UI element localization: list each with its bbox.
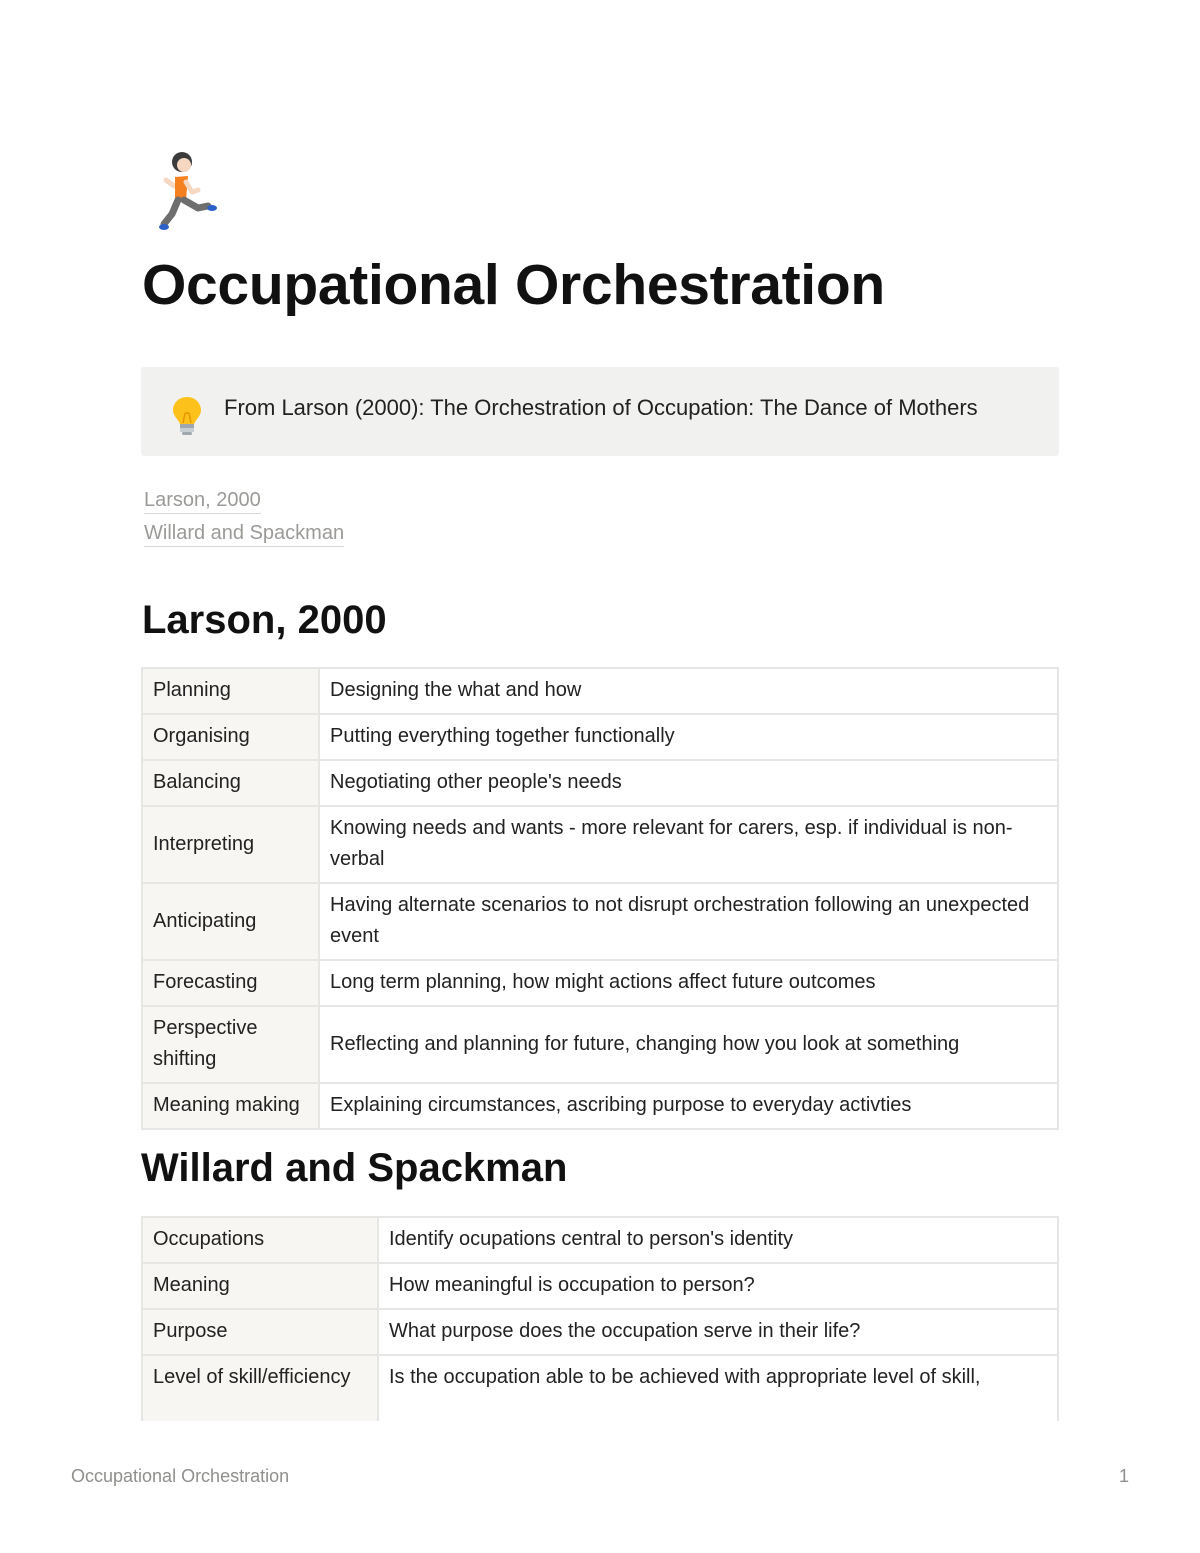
table-row — [142, 714, 1058, 760]
table-key-cell: Meaning — [142, 1263, 378, 1309]
table-value-cell: Reflecting and planning for future, changing how you look at something — [319, 1006, 1058, 1083]
callout-text: From Larson (2000): The Orchestration of Occupation: The Dance of Mothers — [224, 395, 978, 420]
table-row — [142, 1355, 1058, 1421]
table-key-cell: Forecasting — [142, 960, 319, 1006]
section-heading-willard: Willard and Spackman — [141, 1146, 568, 1190]
table-key-cell: Level of skill/efficiency — [142, 1355, 378, 1421]
table-value-cell: Long term planning, how might actions affect future outcomes — [319, 960, 1058, 1006]
table-row — [142, 1217, 1058, 1263]
table-row — [142, 806, 1058, 883]
table-row — [142, 668, 1058, 714]
table-row — [142, 1263, 1058, 1309]
table-row — [142, 760, 1058, 806]
table-value-cell: Negotiating other people's needs — [319, 760, 1058, 806]
table-key-cell: Anticipating — [142, 883, 319, 960]
running-person-icon — [158, 150, 222, 234]
lightbulb-icon — [171, 395, 203, 442]
table-row — [142, 1309, 1058, 1355]
table-key-cell: Organising — [142, 714, 319, 760]
page-number: 1 — [1119, 1466, 1130, 1486]
table-key-cell: Purpose — [142, 1309, 378, 1355]
toc-link-willard[interactable]: Willard and Spackman — [144, 521, 344, 547]
table-key-cell: Balancing — [142, 760, 319, 806]
table-value-cell: Putting everything together functionally — [319, 714, 1058, 760]
callout — [141, 367, 1059, 456]
table-of-contents — [144, 488, 344, 554]
larson-table — [141, 667, 1059, 1130]
table-key-cell: Occupations — [142, 1217, 378, 1263]
table-key-cell: Planning — [142, 668, 319, 714]
table-value-cell: Knowing needs and wants - more relevant for carers, esp. if individual is non-verbal — [319, 806, 1058, 883]
toc-link-larson[interactable]: Larson, 2000 — [144, 488, 261, 514]
table-row — [142, 1083, 1058, 1129]
table-row — [142, 960, 1058, 1006]
table-value-cell: How meaningful is occupation to person? — [378, 1263, 1058, 1309]
willard-table — [141, 1216, 1059, 1421]
footer-title: Occupational Orchestration — [71, 1466, 290, 1486]
table-value-cell: Explaining circumstances, ascribing purpose to everyday activties — [319, 1083, 1058, 1129]
table-row — [142, 1006, 1058, 1083]
page-title: Occupational Orchestration — [142, 253, 885, 317]
table-key-cell: Interpreting — [142, 806, 319, 883]
table-value-cell: Designing the what and how — [319, 668, 1058, 714]
table-value-cell: Having alternate scenarios to not disrupt orchestration following an unexpected event — [319, 883, 1058, 960]
table-value-cell: What purpose does the occupation serve in their life? — [378, 1309, 1058, 1355]
table-value-cell: Identify ocupations central to person's identity — [378, 1217, 1058, 1263]
table-key-cell: Perspective shifting — [142, 1006, 319, 1083]
table-value-cell: Is the occupation able to be achieved with appropriate level of skill, — [378, 1355, 1058, 1421]
section-heading-larson: Larson, 2000 — [142, 598, 387, 642]
table-key-cell: Meaning making — [142, 1083, 319, 1129]
table-row — [142, 883, 1058, 960]
